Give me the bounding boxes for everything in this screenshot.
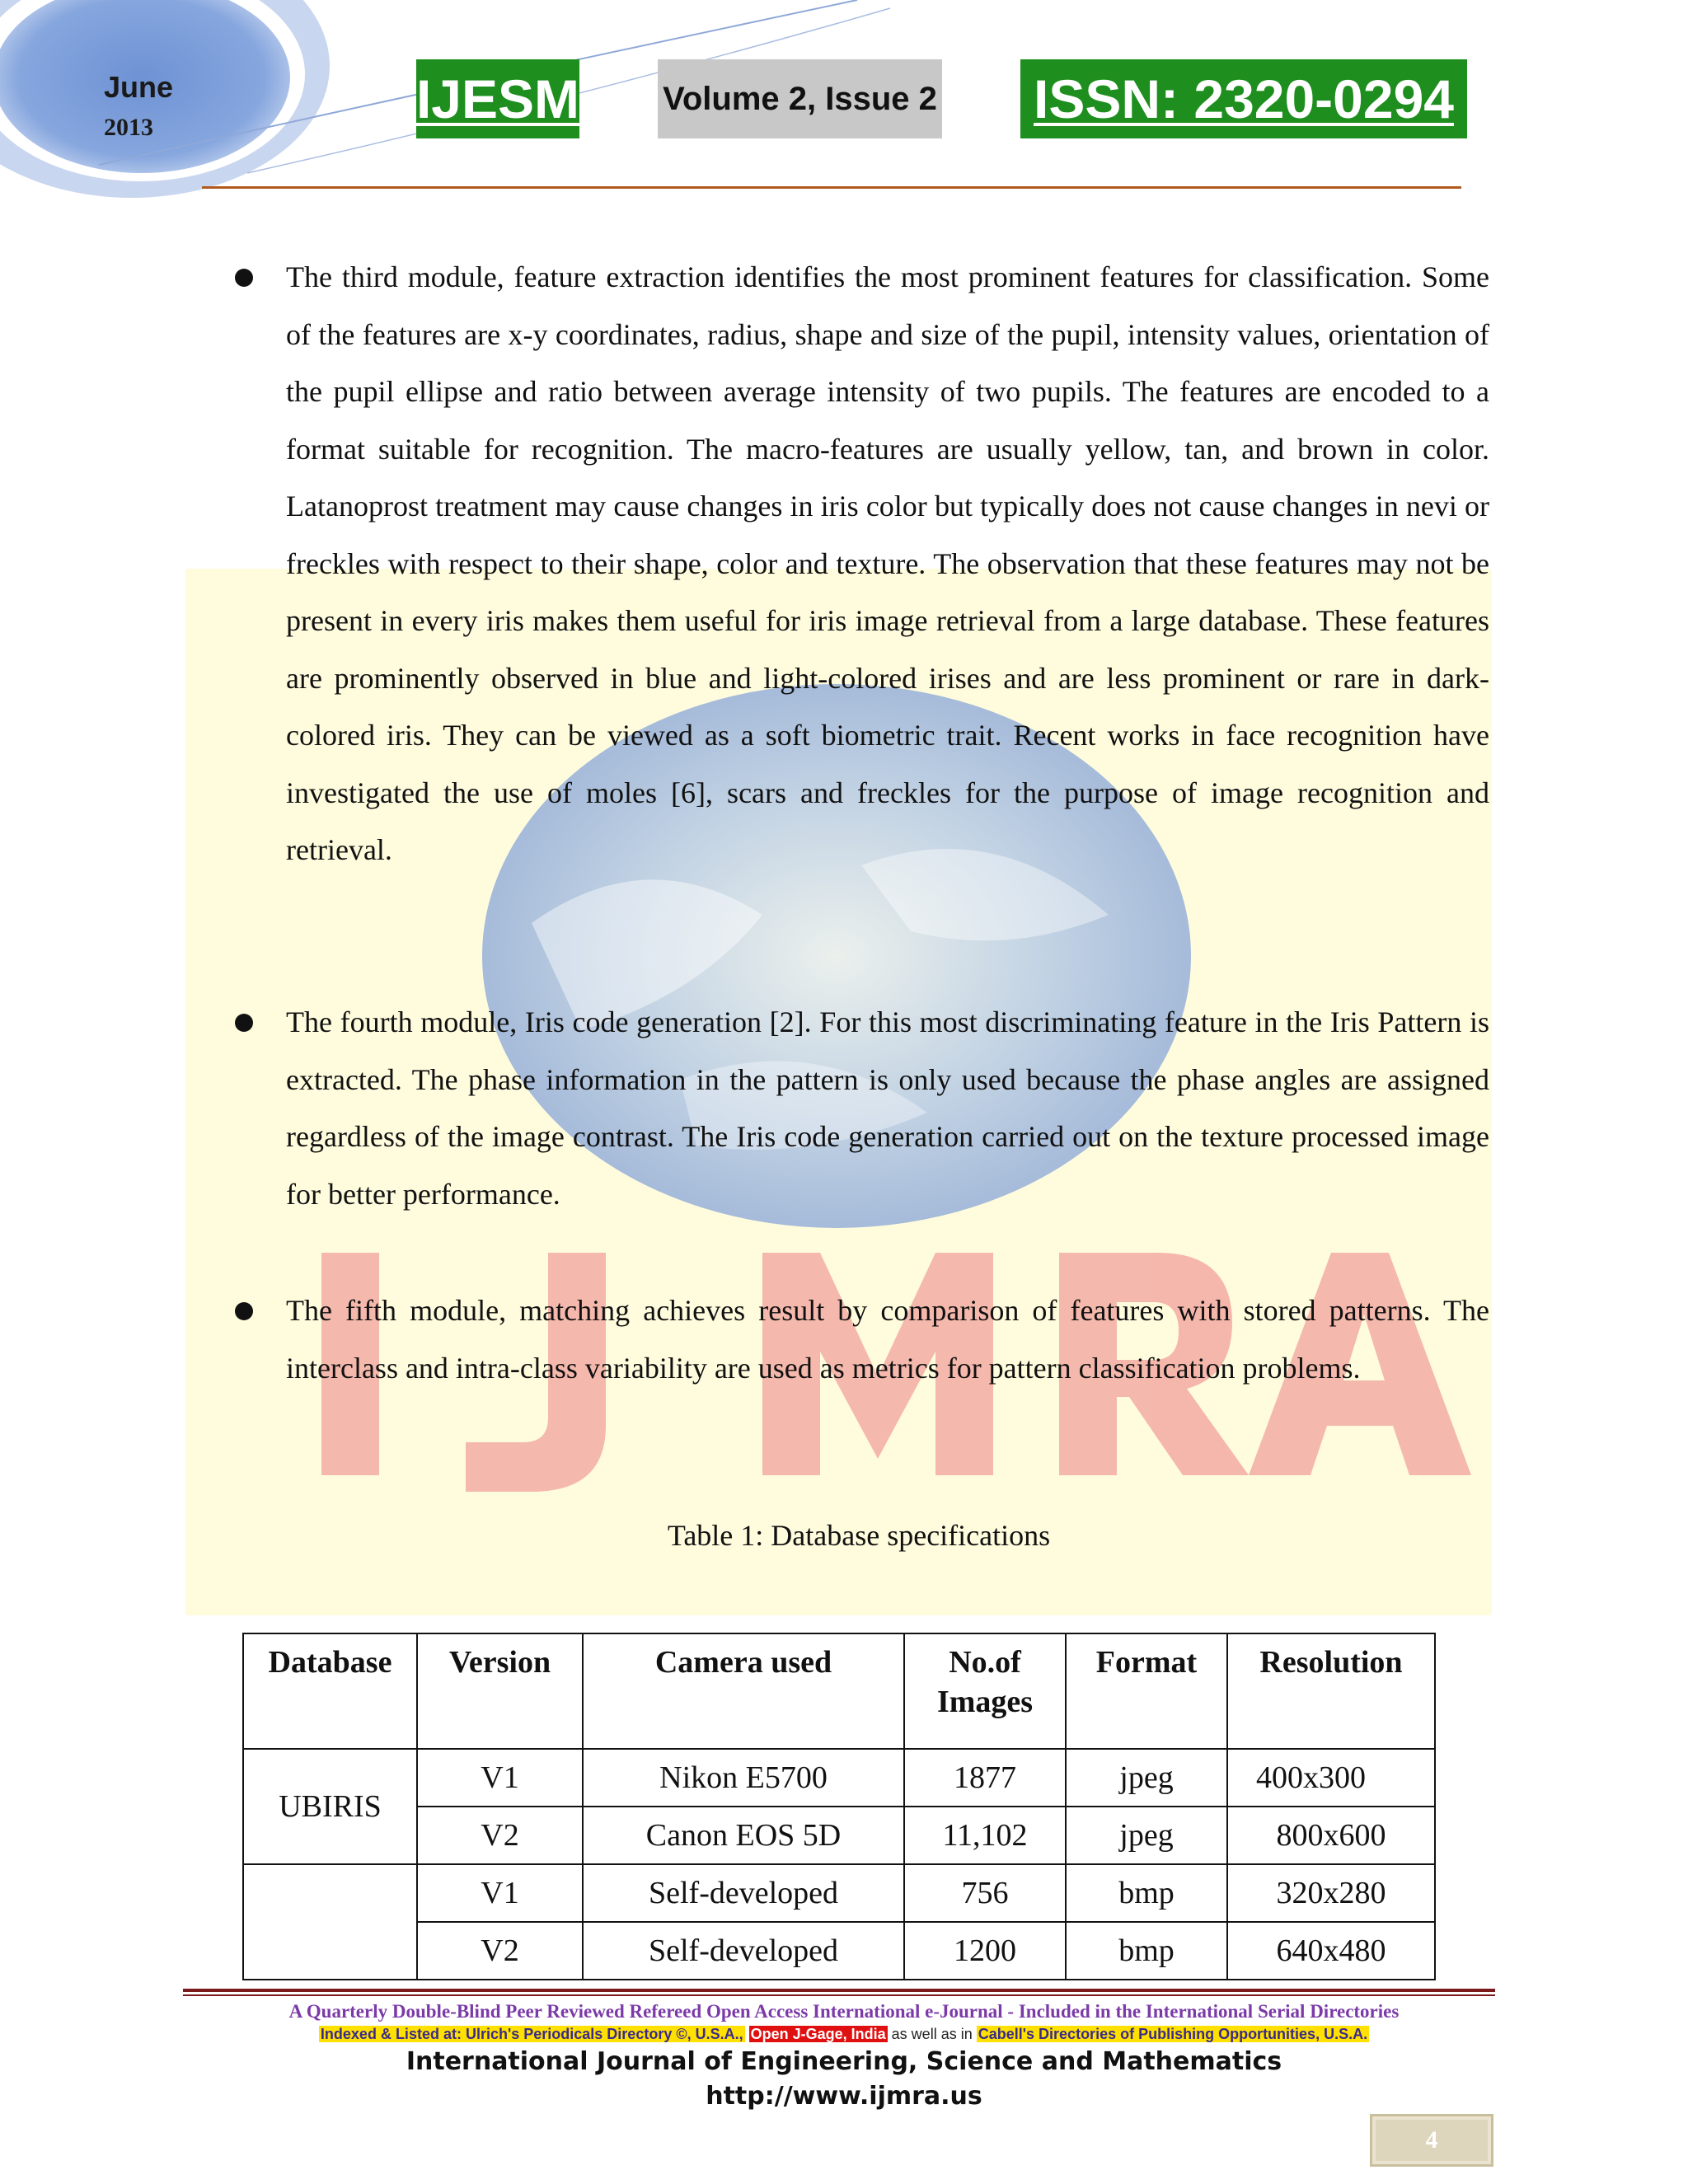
cell-version: V1: [417, 1864, 583, 1922]
header-rule: [202, 186, 1461, 189]
footer-url: http://www.ijmra.us: [706, 2082, 982, 2111]
header-database: Database: [243, 1633, 417, 1749]
table-header-row: [243, 1633, 1435, 1749]
bullet-dot: [235, 1302, 253, 1320]
table-row: [243, 1749, 1435, 1807]
footer-journal-description: A Quarterly Double-Blind Peer Reviewed Refereed Open Access International e-Journal - Included in the International Serial Directories: [288, 2001, 1400, 2022]
cell-version: V2: [417, 1807, 583, 1864]
header-camera-used: Camera used: [583, 1633, 904, 1749]
cell-format: jpeg: [1066, 1749, 1227, 1807]
page-number: 4: [1370, 2114, 1493, 2167]
cell-resolution: 640x480: [1227, 1922, 1435, 1980]
cell-format: jpeg: [1066, 1807, 1227, 1864]
table-row: [243, 1864, 1435, 1922]
bullet-dot: [235, 269, 253, 287]
table-row: [243, 1922, 1435, 1980]
cell-format: bmp: [1066, 1922, 1227, 1980]
cell-resolution: 320x280: [1227, 1864, 1435, 1922]
footer-journal-name: International Journal of Engineering, Science and Mathematics: [406, 2047, 1282, 2076]
indexing-ulrich: Indexed & Listed at: Ulrich's Periodicals Directory ©, U.S.A.,: [320, 2026, 743, 2042]
issue-year: 2013: [104, 114, 153, 141]
header-resolution: Resolution: [1227, 1633, 1435, 1749]
cell-resolution: 400x300: [1227, 1749, 1435, 1807]
cell-camera: Nikon E5700: [583, 1749, 904, 1807]
database-specifications-table: [242, 1633, 1436, 1980]
issn-badge: ISSN: 2320-0294: [1020, 59, 1467, 138]
journal-abbreviation: IJESM: [416, 59, 579, 138]
cell-version: V1: [417, 1749, 583, 1807]
paragraph-iris-code-generation: The fourth module, Iris code generation [2]. For this most discriminating feature in the Iris Pattern is extracted. The phase information in the pattern is only used because the phase angles are assigned regardless of the image contrast. The Iris code generation carried out on the texture processed image for better performance.: [286, 1005, 1489, 1211]
cell-camera: Self-developed: [583, 1922, 904, 1980]
cell-images: 1200: [904, 1922, 1066, 1980]
indexing-jgage: Open J-Gage, India: [750, 2026, 886, 2042]
cell-images: 1877: [904, 1749, 1066, 1807]
cell-images: 756: [904, 1864, 1066, 1922]
database-group-cell-empty: [243, 1864, 417, 1980]
indexing-connector: as well as in: [891, 2026, 973, 2042]
volume-issue: Volume 2, Issue 2: [658, 59, 942, 138]
bullet-dot: [235, 1014, 253, 1032]
table-row: [243, 1807, 1435, 1864]
cell-version: V2: [417, 1922, 583, 1980]
cell-format: bmp: [1066, 1864, 1227, 1922]
cell-camera: Canon EOS 5D: [583, 1807, 904, 1864]
cell-resolution: 800x600: [1227, 1807, 1435, 1864]
indexing-cabell: Cabell's Directories of Publishing Opportunities, U.S.A.: [978, 2026, 1368, 2042]
cell-camera: Self-developed: [583, 1864, 904, 1922]
footer-indexing-line: [0, 2026, 1688, 2043]
paragraph-feature-extraction: The third module, feature extraction identifies the most prominent features for classification. Some of the features are x-y coordinates, radius, shape and size of the pupil, intensity values, orientation of the pupil ellipse and ratio between average intensity of two pupils. The features are encoded to a format suitable for recognition. The macro-features are usually yellow, tan, and brown in color. Latanoprost treatment may cause changes in iris color but typically does not cause changes in nevi or freckles with respect to their shape, color and texture. The observation that these features may not be present in every iris makes them useful for iris image retrieval from a large database. These features are prominently observed in blue and light-colored irises and are less prominent or rare in dark-colored iris. They can be viewed as a soft biometric trait. Recent works in face recognition have investigated the use of moles [6], scars and freckles for the purpose of image recognition and retrieval.: [286, 260, 1489, 866]
header-no-of-images: No.of Images: [904, 1633, 1066, 1749]
issue-month: June: [104, 70, 174, 104]
header-version: Version: [417, 1633, 583, 1749]
cell-images: 11,102: [904, 1807, 1066, 1864]
header-format: Format: [1066, 1633, 1227, 1749]
table-caption: Table 1: Database specifications: [667, 1519, 1051, 1552]
database-group-cell: UBIRIS: [243, 1749, 417, 1864]
paragraph-matching: The fifth module, matching achieves result by comparison of features with stored patterns. The interclass and intra-class variability are used as metrics for pattern classification problems.: [286, 1294, 1489, 1385]
footer-rule: [183, 1989, 1495, 1996]
